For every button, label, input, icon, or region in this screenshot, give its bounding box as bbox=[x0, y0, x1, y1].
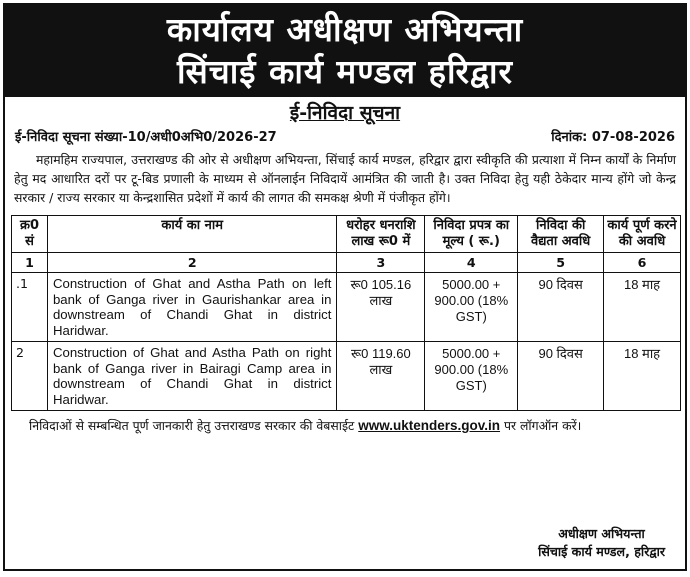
column-number-row bbox=[12, 253, 681, 273]
row-validity: 90 दिवस bbox=[518, 342, 604, 411]
office-subtitle: सिंचाई कार्य मण्डल हरिद्वार bbox=[176, 52, 514, 91]
col-serial: क्र0 सं bbox=[12, 216, 48, 253]
row-fee: 5000.00 + 900.00 (18% GST) bbox=[425, 342, 518, 411]
tender-notice bbox=[3, 3, 687, 571]
column-number: 6 bbox=[604, 253, 681, 273]
row-completion: 18 माह bbox=[604, 342, 681, 411]
col-work-name: कार्य का नाम bbox=[47, 216, 336, 253]
website-link[interactable]: www.uktenders.gov.in bbox=[358, 418, 501, 433]
row-fee: 5000.00 + 900.00 (18% GST) bbox=[425, 273, 518, 342]
signature-block bbox=[538, 525, 665, 561]
footer-text-after: पर लॉगऑन करें। bbox=[500, 418, 582, 433]
intro-paragraph bbox=[5, 147, 685, 207]
col-validity: निविदा की वैद्यता अवधि bbox=[518, 216, 604, 253]
signatory-office: सिंचाई कार्य मण्डल, हरिद्वार bbox=[538, 544, 665, 559]
footer-note bbox=[5, 411, 685, 435]
notice-title: ई-निविदा सूचना bbox=[289, 102, 401, 124]
col-fee: निविदा प्रपत्र का मूल्य ( रू.) bbox=[425, 216, 518, 253]
column-number: 1 bbox=[12, 253, 48, 273]
row-emd: रू0 119.60 लाख bbox=[337, 342, 425, 411]
footer-text-before: निविदाओं से सम्बन्धित पूर्ण जानकारी हेतु उत्तराखण्ड सरकार की वेबसाईट bbox=[29, 418, 359, 433]
row-validity: 90 दिवस bbox=[518, 273, 604, 342]
row-serial: 2 bbox=[12, 342, 48, 411]
reference-row bbox=[5, 126, 685, 147]
row-completion: 18 माह bbox=[604, 273, 681, 342]
column-number: 4 bbox=[425, 253, 518, 273]
table-header-row bbox=[12, 216, 681, 253]
signatory-title: अधीक्षण अभियन्ता bbox=[558, 526, 645, 541]
row-emd: रू0 105.16 लाख bbox=[337, 273, 425, 342]
works-table bbox=[11, 215, 681, 411]
table-row bbox=[12, 342, 681, 411]
col-emd: धरोहर धनराशि लाख रू0 में bbox=[337, 216, 425, 253]
office-header bbox=[5, 5, 685, 97]
office-title: कार्यालय अधीक्षण अभियन्ता bbox=[166, 10, 524, 49]
row-serial: .1 bbox=[12, 273, 48, 342]
col-completion: कार्य पूर्ण करने की अवधि bbox=[604, 216, 681, 253]
table-row bbox=[12, 273, 681, 342]
notice-date: दिनांक: 07-08-2026 bbox=[551, 130, 675, 145]
intro-text: महामहिम राज्यपाल, उत्तराखण्ड की ओर से अधीक्षण अभियन्ता, सिंचाई कार्य मण्डल, हरिद्वार द्वारा स्वीकृति की प्रत्याशा में निम्न कार्यों के निर्माण हेतु मद आधारित दरों पर टू-बिड प्रणाली के माध्यम से ऑनलाईन निविदायें आमंत्रित की जाती है। उक्त निविदा हेतु यही ठेकेदार मान्य होंगे जो केन्द्र सरकार / राज्य सरकार या केन्द्रशासित प्रदेशों में कार्य की लागत की समकक्ष श्रेणी में पंजीकृत होंगे। bbox=[14, 152, 676, 205]
column-number: 3 bbox=[337, 253, 425, 273]
row-work-name: Construction of Ghat and Astha Path on left bank of Ganga river in Gaurishankar area in downstream of Chandi Ghat in district Haridwar. bbox=[47, 273, 336, 342]
notice-number: ई-निविदा सूचना संख्या-10/अधी0अभि0/2026-27 bbox=[15, 130, 277, 145]
row-work-name: Construction of Ghat and Astha Path on right bank of Ganga river in Bairagi Camp area in downstream of Chandi Ghat in district Haridwar. bbox=[47, 342, 336, 411]
column-number: 5 bbox=[518, 253, 604, 273]
column-number: 2 bbox=[47, 253, 336, 273]
